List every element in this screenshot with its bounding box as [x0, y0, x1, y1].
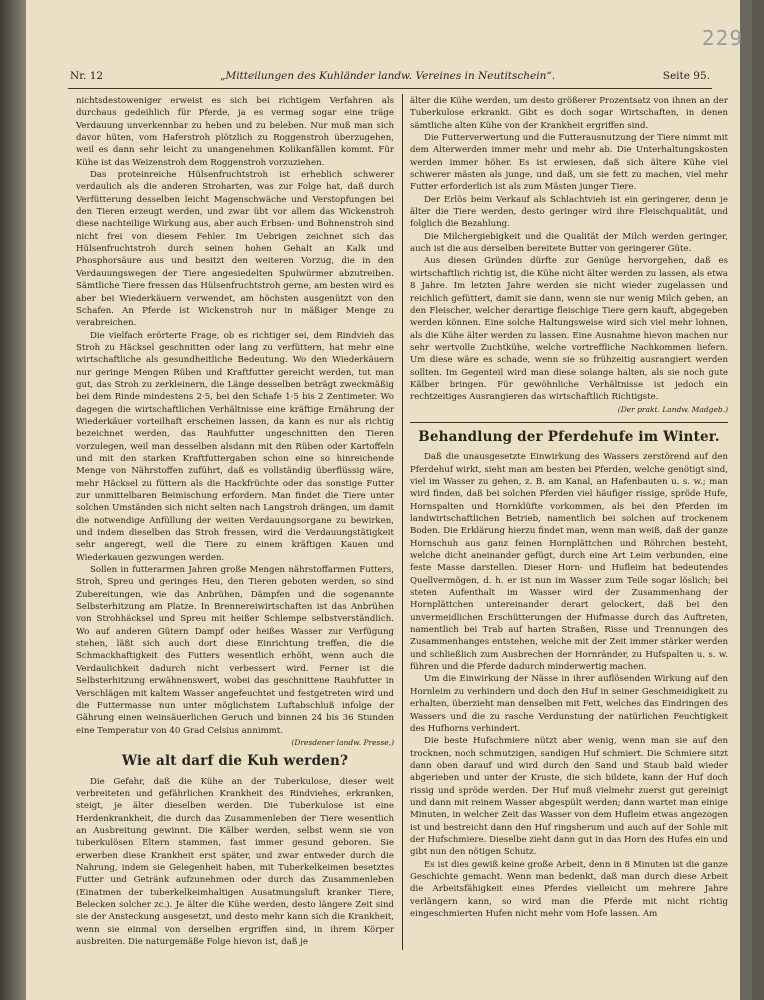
- paragraph: Die Gefahr, daß die Kühe an der Tuberkulose, dieser weit verbreiteten und gefährlichen Krankheit des Rindviehes, erkranken, steigt, je älter dieselben werden. Die Tuberkulose ist eine Herdenkrankheit, die durch das Zusammenleben der Tiere wesentlich an Ausbreitung gewinnt. Die Kälber werden, selbst wenn sie von tuberkulösen Eltern stammen, fast immer gesund geboren. Sie erwerben diese Krankheit erst später, und zwar entweder durch die Nahrung, indem sie Gelegenheit haben, mit Tuberkelkeimen besetztes Futter und Getränk aufzunehmen oder durch das Zusammenleben (Einatmen der tuberkelkeimhaltigen Ausatmungsluft kranker Tiere, Belecken solcher zc.). Je älter die Kühe werden, desto längere Zeit sind sie der Ansteckung ausgesetzt, und desto mehr kann sich die Krankheit, wenn sie einmal von derselben ergriffen sind, in ihrem Körper ausbreiten. Die naturgemäße Folge hievon ist, daß je: [76, 776, 394, 948]
- paragraph: Um die Einwirkung der Nässe in ihrer auflösenden Wirkung auf den Hornleim zu verhindern und doch den Huf in seiner Geschmeidigkeit zu erhalten, überzieht man denselben mit Fett, welches das Eindringen des Wassers und die zu rasche Verdunstung der natürlichen Feuchtigkeit des Hufhorns verhindert.: [410, 674, 728, 734]
- left-column: [76, 95, 394, 948]
- article-heading: Behandlung der Pferdehufe im Winter.: [410, 422, 728, 443]
- paragraph: Daß die unausgesetzte Einwirkung des Wassers zerstörend auf den Pferdehuf wirkt, sieht man am besten bei Pferden, welche genötigt sind, viel im Wasser zu gehen, z. B. am Kanal, an Hafenbauten u. s. w.; man wird finden, daß bei solchen Pferden viel häufiger rissige, spröde Hufe, Hornspalten und Hornklüfte vorkommen, als bei den Pferden im landwirtschaftlichen Betrieb, namentlich bei solchen auf trockenem Boden. Die Erklärung hierzu findet man, wenn man weiß, daß der ganze Hornschuh aus ganz feinen Hornplättchen und Röhrchen besteht, welche dicht aneinander gefügt, durch eine Art Leim verbunden, eine feste Masse darstellen. Dieser Horn- und Hufleim hat bedeutendes Quellvermögen, d. h. er ist nun im Wasser zum Teile sogar löslich; bei steten Aufenthalt im Wasser wird der Zusammenhang der Hornplättchen untereinander derart gelockert, daß bei den unvermeidlichen Erschütterungen der Hufmasse durch das Auftreten, namentlich bei Trab auf harten Straßen, Risse und Trennungen des Zusammenhanges entstehen, welche mit der Zeit immer stärker werden und schließlich zum Ausbrechen der Hornränder, zu Hufspalten u. s. w. führen und die Pferde dadurch minderwertig machen.: [410, 452, 728, 673]
- newspaper-page: [26, 0, 752, 1000]
- paragraph: Das proteinreiche Hülsenfruchtstroh ist erheblich schwerer verdaulich als die anderen Stroharten, was zur Folge hat, daß durch Verfütterung desselben leicht Magenschwäche und Verstopfungen bei den Tieren erzeugt werden, und zwar übt vor allem das Wickenstroh diese nachteilige Wirkung aus, aber auch Erbsen- und Bohnenstroh sind nicht frei von diesem Fehler. Im Uebrigen zeichnet sich das Hülsenfruchtstroh durch seinen hohen Gehalt an Kalk und Phosphorsäure aus und besitzt den weiteren Vorzug, die in den Verdauungswegen der Tiere angesiedelten Spulwürmer abzutreiben. Sämtliche Tiere fressen das Hülsenfruchtstroh gerne, am besten wird es aber bei Wiederkäuern verwendet, am höchsten ausgenützt von den Schafen. An Pferde ist Wickenstroh nur in mäßiger Menge zu verabreichen.: [76, 170, 394, 329]
- paragraph: Die Milchergiebigkeit und die Qualität der Milch werden geringer, auch ist die aus derselben bereitete Butter von geringerer Güte.: [410, 231, 728, 255]
- source-citation: (Dresdener landw. Presse.): [291, 737, 394, 747]
- page-edge: [740, 0, 752, 1000]
- article-heading: Wie alt darf die Kuh werden?: [121, 753, 349, 770]
- page-number: Seite 95.: [662, 70, 710, 82]
- source-citation: (Der prakt. Landw. Madgeb.): [617, 404, 728, 414]
- paragraph: Die Futterverwertung und die Futterausnutzung der Tiere nimmt mit dem Alterwerden immer mehr und mehr ab. Die Unterhaltungskosten werden immer höher. Es ist erwiesen, daß sich ältere Kühe viel schwerer mästen als junge, und daß, um sie fett zu machen, viel mehr Futter erforderlich ist als zum Mästen junger Tiere.: [410, 133, 728, 193]
- right-column: [410, 95, 728, 920]
- column-divider: [402, 94, 403, 950]
- paragraph: Der Erlös beim Verkauf als Schlachtvieh ist ein geringerer, denn je älter die Tiere werden, desto geringer wird ihre Fleischqualität, und folglich die Bezahlung.: [410, 194, 728, 230]
- paragraph: Die vielfach erörterte Frage, ob es richtiger sei, dem Rindvieh das Stroh zu Häcksel geschnitten oder lang zu verfüttern, hat mehr eine wirtschaftliche als gesundheitliche Bedeutung. Wo den Wiederkäuern nur geringe Mengen Rüben und Kraftfutter gereicht werden, tut man gut, das Stroh zu zerkleinern, die Länge desselben beträgt zweckmäßig bei dem Rinde mindestens 2·5, bei den Schafe 1·5 bis 2 Zentimeter. Wo dagegen die wirtschaftlichen Verhältnisse eine kräftige Ernährung der Wiederkäuer vorteilhaft erscheinen lassen, da kann es nur als richtig bezeichnet werden, das Rauhfutter ungeschnitten den Tieren vorzulegen, weil man desselben alsdann mit den Rüben oder Kartoffeln und mit den starken Kraftfuttergaben schon eine so hinreichende Menge von Nährstoffen zuführt, daß es vollständig überflüssig wäre, mehr Häcksel zu füttern als die Hackfrüchte oder das sonstige Futter zur unmittelbaren Beimischung erfordern. Man findet die Tiere unter solchen Umständen sich nicht selten nach Langstroh drängen, um damit die notwendige Anfüllung der weiten Verdauungsorgane zu bewirken, und indem dieselben das Stroh fressen, wird die Verdauungstätigkeit sehr angeregt, weil die Tiere zu einem kräftigen Kauen und Wiederkauen gezwungen werden.: [76, 330, 394, 563]
- book-binding: [0, 0, 26, 1000]
- paragraph: Die beste Hufschmiere nützt aber wenig, wenn man sie auf den trocknen, noch schmutzigen, sandigen Huf schmiert. Die Schmiere sitzt dann oben darauf und wird durch den Sand und Staub bald wieder abgerieben und unter der Kruste, die sich bildete, kann der Huf doch rissig und spröde werden. Der Huf muß vielmehr zuerst gut gereinigt und dann mit reinem Wasser abgespült werden; dann wartet man einige Minuten, in welcher Zeit das Wasser von dem Hufleim etwas angezogen ist und bestreicht dann den Huf ringsherum und auch auf der Sohle mit der Hufschmiere. Dieselbe zieht dann gut in das Horn des Hufes ein und gibt nun den nötigen Schutz.: [410, 736, 728, 858]
- paragraph: Sollen in futterarmen Jahren große Mengen nährstoffarmen Futters, Stroh, Spreu und geringes Heu, den Tieren geboten werden, so sind Zubereitungen, wie das Anbrühen, Dämpfen und die sogenannte Selbsterhitzung am Platze. In Brennereiwirtschaften ist das Anbrühen von Strohhäcksel und Spreu mit heißer Schlempe selbstverständlich. Wo auf anderen Gütern Dampf oder heißes Wasser zur Verfügung stehen, läßt sich auch dort diese Einrichtung treffen, die die Schmackhaftigkeit des Futters wesentlich erhöht, wenn auch die Verdaulichkeit dadurch nicht verbessert wird. Ferner ist die Selbsterhitzung erwähnenswert, wobei das geschnittene Rauhfutter in Verschlägen mit kaltem Wasser angefeuchtet und festgetreten wird und die Futtermasse nun unter möglichstem Luftabschluß infolge der Gährung einen weinsäuerlichen Geruch und binnen 24 bis 36 Stunden eine Temperatur von 40 Grad Celsius annimmt.: [76, 565, 394, 736]
- paragraph: Es ist dies gewiß keine große Arbeit, denn in 8 Minuten ist die ganze Geschichte gemacht. Wenn man bedenkt, daß man durch diese Arbeit die Arbeitsfähigkeit eines Pferdes vielleicht um mehrere Jahre verlängern kann, so wird man die Pferde mit nicht richtig eingeschmierten Hufen nicht mehr vom Hofe lassen. Am: [410, 859, 728, 919]
- header-rule: [68, 88, 712, 89]
- pencil-page-number: 229: [702, 26, 744, 50]
- paragraph: Aus diesen Gründen dürfte zur Genüge hervorgehen, daß es wirtschaftlich richtig ist, die Kühe nicht älter werden zu lassen, als etwa 8 Jahre. Im letzten Jahre werden sie nicht wieder zugelassen und reichlich gefüttert, damit sie dann, wenn sie nur wenig Milch geben, an den Fleischer, welcher derartige fleischige Tiere gern kauft, abgegeben werden können. Eine solche Haltungsweise wird sich viel mehr lohnen, als die Kühe älter werden zu lassen. Eine Ausnahme hievon machen nur sehr wertvolle Zuchtkühe, welche vortreffliche Nachkommen liefern. Um diese wäre es schade, wenn sie so frühzeitig ausrangiert werden sollten. Im Gegenteil wird man diese solange halten, als sie noch gute Kälber bringen. Für gewöhnliche Verhältnisse ist jedoch ein rechtzeitiges Ausrangieren das wirtschaftlich Richtigste.: [410, 256, 728, 403]
- paragraph: älter die Kühe werden, um desto größerer Prozentsatz von ihnen an der Tuberkulose erkrankt. Gibt es doch sogar Wirtschaften, in denen sämtliche alten Kühe von der Krankheit ergriffen sind.: [410, 96, 728, 131]
- paragraph: nichtsdestoweniger erweist es sich bei richtigem Verfahren als durchaus gedeihlich für Pferde, ja es vermag sogar eine träge Verdauung unverkennbar zu heben und zu beleben. Nur muß man sich davor hüten, vom Haferstroh plötzlich zu Roggenstroh überzugehen, weil es dann sehr leicht zu unangenehmen Kolikanfällen kommt. Für Kühe ist das Weizenstroh dem Roggenstroh vorzuziehen.: [76, 96, 394, 168]
- page-header: [70, 70, 710, 86]
- issue-number: Nr. 12: [70, 70, 104, 82]
- publication-title: „Mitteilungen des Kuhländer landw. Vereines in Neutitschein“.: [220, 70, 556, 82]
